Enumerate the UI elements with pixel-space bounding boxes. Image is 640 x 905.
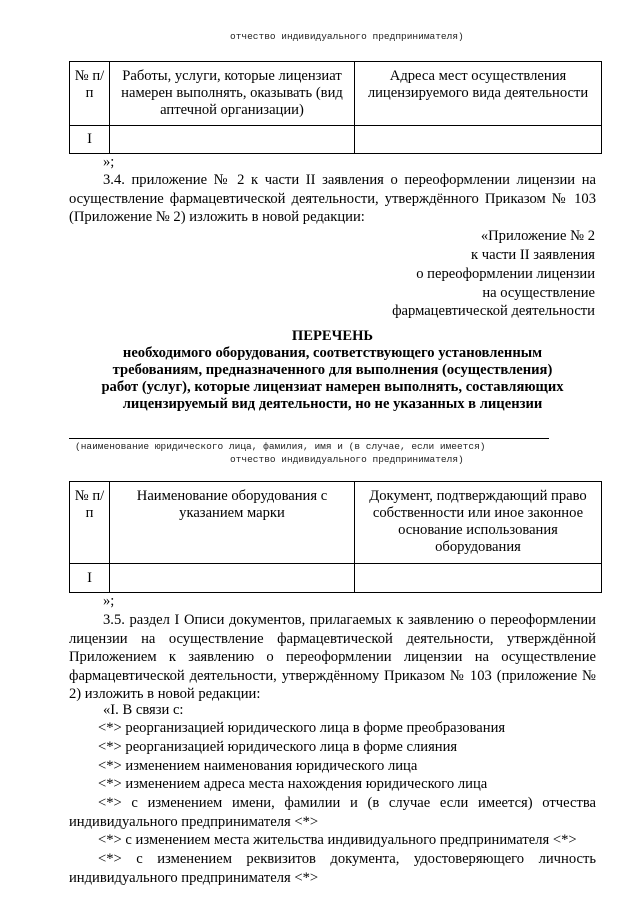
appendix-line-2: к части II заявления — [471, 247, 595, 263]
list-item: <*> реорганизацией юридического лица в форме преобразования — [98, 720, 506, 736]
col-works-header: Работы, услуги, которые лицензиат намерен выполнять, оказывать (вид аптечной организации) — [110, 62, 355, 126]
appendix-line-1: «Приложение № 2 — [480, 228, 595, 244]
paragraph-3-5: 3.5. раздел I Описи документов, прилагаемых к заявлению о переоформлении лицензии на осуществление фармацевтической деятельности, утверждённой Приложением к заявлению о переоформлении лицензии на осуществление фармацевтической деятельности, утверждённому Приказом № 103 (приложение № 2) изложить в новой редакции: — [69, 612, 596, 703]
name-underline — [69, 438, 549, 439]
addresses-cell — [355, 126, 602, 154]
col-document-header: Документ, подтверждающий право собственности или иное законное основание использования оборудования — [355, 482, 602, 564]
caption-line-1: (наименование юридического лица, фамилия, имя и (в случае, если имеется) — [75, 441, 486, 452]
table-row — [70, 126, 602, 154]
appendix-line-3: о переоформлении лицензии — [416, 266, 595, 282]
equipment-table — [69, 481, 602, 593]
col-number-header: № п/п — [70, 62, 110, 126]
document-cell — [355, 564, 602, 593]
col-number-header: № п/п — [70, 482, 110, 564]
closing-quote-1: »; — [103, 154, 115, 170]
col-equipment-header: Наименование оборудования с указанием марки — [110, 482, 355, 564]
list-item: <*> изменением адреса места нахождения юридического лица — [98, 776, 488, 792]
closing-quote-2: »; — [103, 593, 115, 609]
list-item: <*> с изменением места жительства индивидуального предпринимателя <*> — [98, 832, 577, 848]
list-item: <*> с изменением имени, фамилии и (в случае если имеется) отчества индивидуального предпринимателя <*> — [69, 795, 596, 830]
appendix-line-5: фармацевтической деятельности — [392, 303, 595, 319]
row-number-cell: I — [70, 126, 110, 154]
paragraph-3-4: 3.4. приложение № 2 к части II заявления о переоформлении лицензии на осуществление фармацевтической деятельности, утверждённого Приказом № 103 (Приложение № 2) изложить в новой редакции: — [69, 172, 596, 226]
equipment-cell — [110, 564, 355, 593]
list-item: <*> реорганизацией юридического лица в форме слияния — [98, 739, 458, 755]
table-header-row — [70, 482, 602, 564]
top-caption: отчество индивидуального предпринимателя) — [230, 31, 464, 42]
list-subtitle: необходимого оборудования, соответствующего установленным требованиям, предназначенного для выполнения (осуществления) работ (услуг), которые лицензиат намерен выполнять, составляющих лицензируемый вид деятельности, но не указанных в лицензии — [101, 345, 564, 412]
works-table — [69, 61, 602, 154]
list-item: <*> с изменением реквизитов документа, удостоверяющего личность индивидуального предпринимателя <*> — [69, 851, 596, 886]
appendix-line-4: на осуществление — [482, 285, 595, 301]
col-addresses-header: Адреса мест осуществления лицензируемого вида деятельности — [355, 62, 602, 126]
caption-line-2: отчество индивидуального предпринимателя) — [230, 454, 464, 465]
works-cell — [110, 126, 355, 154]
list-title: ПЕРЕЧЕНЬ — [291, 328, 374, 344]
table-row — [70, 564, 602, 593]
section-intro: «I. В связи с: — [103, 702, 184, 718]
table-header-row — [70, 62, 602, 126]
list-item: <*> изменением наименования юридического лица — [98, 758, 418, 774]
row-number-cell: I — [70, 564, 110, 593]
